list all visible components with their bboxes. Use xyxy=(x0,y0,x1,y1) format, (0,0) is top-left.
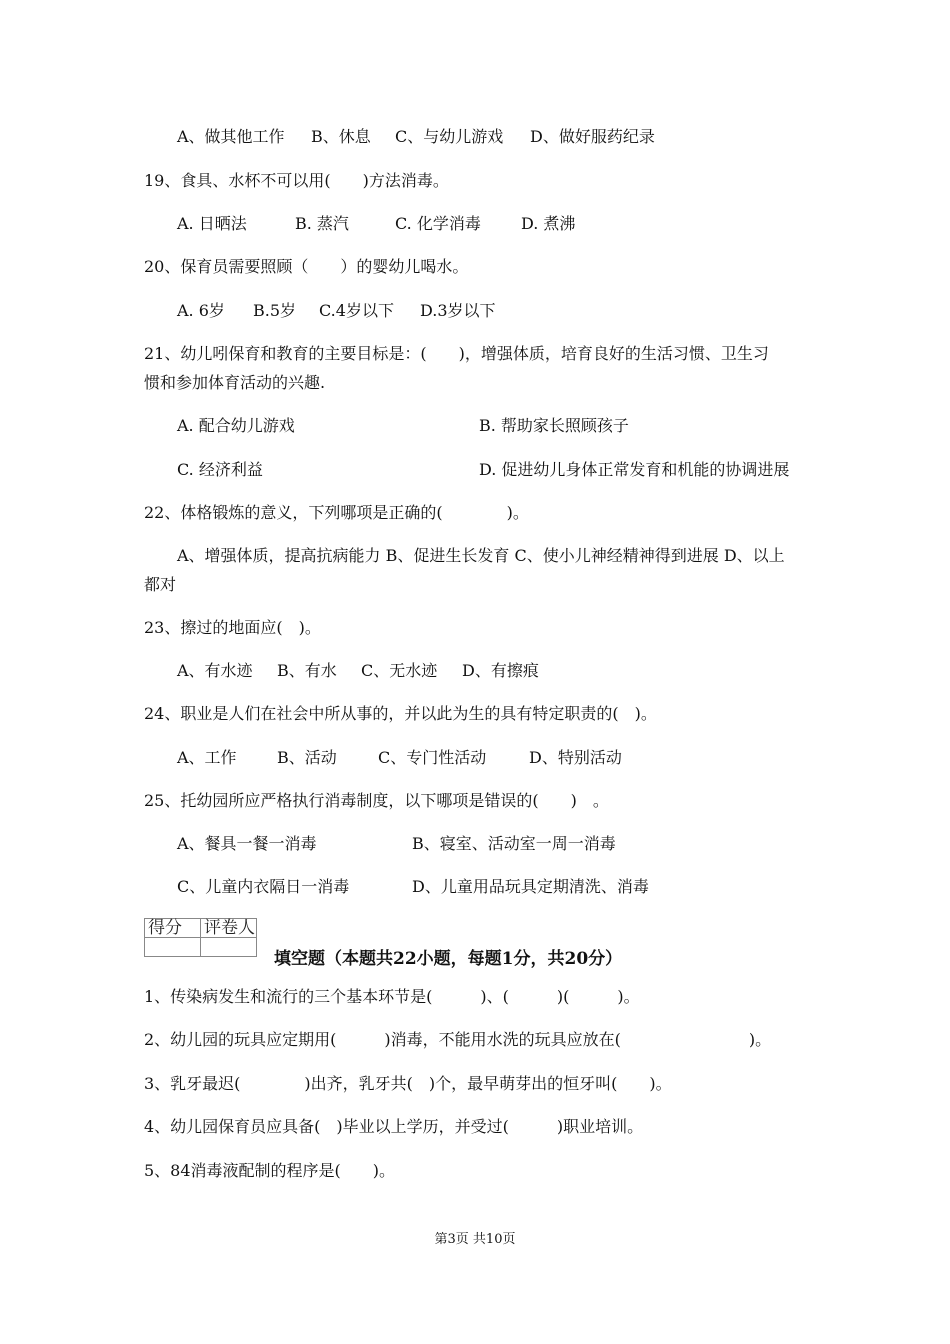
q25-stem: 25、托幼园所应严格执行消毒制度，以下哪项是错误的( ) 。 xyxy=(144,791,609,810)
q23-option-b: B、有水 xyxy=(277,661,337,680)
q18-option-c: C、与幼儿游戏 xyxy=(395,127,504,146)
q19-stem: 19、食具、水杯不可以用( )方法消毒。 xyxy=(144,171,449,190)
q21-option-b: B. 帮助家长照顾孩子 xyxy=(479,416,629,435)
score-cell xyxy=(145,938,201,957)
q22-options-line2: 都对 xyxy=(144,575,177,594)
fill-question-5: 5、84消毒液配制的程序是( )。 xyxy=(144,1161,396,1180)
score-label: 得分 xyxy=(145,919,201,938)
fill-question-2: 2、幼儿园的玩具应定期用( )消毒，不能用水洗的玩具应放在( )。 xyxy=(144,1030,772,1049)
q23-stem: 23、擦过的地面应( )。 xyxy=(144,618,321,637)
q25-option-a: A、餐具一餐一消毒 xyxy=(177,834,317,853)
section-title: 填空题（本题共22小题，每题1分，共20分） xyxy=(274,949,623,969)
q23-option-a: A、有水迹 xyxy=(177,661,253,680)
q25-option-b: B、寝室、活动室一周一消毒 xyxy=(412,834,616,853)
q20-stem: 20、保育员需要照顾（ ）的婴幼儿喝水。 xyxy=(144,257,469,276)
fill-question-1: 1、传染病发生和流行的三个基本环节是( )、( )( )。 xyxy=(144,987,640,1006)
q19-option-c: C. 化学消毒 xyxy=(395,214,481,233)
q21-option-c: C. 经济利益 xyxy=(177,460,263,479)
grader-label: 评卷人 xyxy=(201,919,257,938)
q23-option-c: C、无水迹 xyxy=(361,661,438,680)
q18-option-d: D、做好服药纪录 xyxy=(530,127,655,146)
page-footer: 第3页 共10页 xyxy=(434,1232,516,1247)
q19-option-d: D. 煮沸 xyxy=(521,214,576,233)
q24-option-a: A、工作 xyxy=(177,748,237,767)
q21-stem-line2: 惯和参加体育活动的兴趣. xyxy=(144,373,326,392)
q20-option-b: B.5岁 xyxy=(253,301,297,320)
score-table xyxy=(144,918,257,957)
q24-option-c: C、专门性活动 xyxy=(378,748,487,767)
fill-question-4: 4、幼儿园保育员应具备( )毕业以上学历，并受过( )职业培训。 xyxy=(144,1117,644,1136)
q19-option-b: B. 蒸汽 xyxy=(295,214,349,233)
q21-option-a: A. 配合幼儿游戏 xyxy=(177,416,295,435)
q19-option-a: A. 日晒法 xyxy=(177,214,247,233)
q24-option-d: D、特别活动 xyxy=(529,748,622,767)
q25-option-c: C、儿童内衣隔日一消毒 xyxy=(177,877,350,896)
q24-option-b: B、活动 xyxy=(277,748,337,767)
q22-options-line1: A、增强体质，提高抗病能力 B、促进生长发育 C、使小儿神经精神得到进展 D、以上 xyxy=(177,546,785,565)
q18-option-a: A、做其他工作 xyxy=(177,127,285,146)
q18-option-b: B、休息 xyxy=(311,127,371,146)
q24-stem: 24、职业是人们在社会中所从事的，并以此为生的具有特定职责的( )。 xyxy=(144,704,657,723)
q20-option-a: A. 6岁 xyxy=(177,301,225,320)
grader-cell xyxy=(201,938,257,957)
q20-option-d: D.3岁以下 xyxy=(420,301,496,320)
fill-question-3: 3、乳牙最迟( )出齐，乳牙共( )个，最早萌芽出的恒牙叫( )。 xyxy=(144,1074,672,1093)
q22-stem: 22、体格锻炼的意义，下列哪项是正确的( )。 xyxy=(144,503,529,522)
q23-option-d: D、有擦痕 xyxy=(462,661,539,680)
q25-option-d: D、儿童用品玩具定期清洗、消毒 xyxy=(412,877,649,896)
q21-stem-line1: 21、幼儿吲保育和教育的主要目标是：( )，增强体质，培育良好的生活习惯、卫生习 xyxy=(144,344,769,363)
q20-option-c: C.4岁以下 xyxy=(319,301,394,320)
q21-option-d: D. 促进幼儿身体正常发育和机能的协调进展 xyxy=(479,460,790,479)
